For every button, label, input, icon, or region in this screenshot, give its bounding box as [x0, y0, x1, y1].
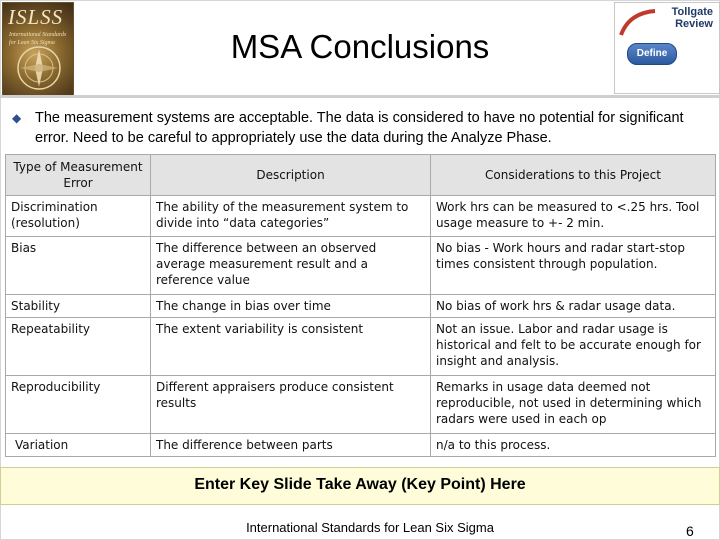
define-badge: Define	[627, 43, 677, 65]
table-row	[6, 196, 716, 237]
takeaway-text: Enter Key Slide Take Away (Key Point) Here	[194, 476, 526, 493]
footer-text: International Standards for Lean Six Sigma	[246, 520, 494, 535]
table-cell: Variation	[6, 434, 151, 457]
table-cell: Reproducibility	[6, 376, 151, 434]
slide-title: MSA Conclusions	[230, 28, 490, 65]
table-cell: Stability	[6, 295, 151, 318]
table-cell: Work hrs can be measured to <.25 hrs. Tool usage measure to +- 2 min.	[431, 196, 716, 237]
logo-subtext: International Standards for Lean Six Sigma	[9, 32, 67, 46]
logo-text: ISLSS	[8, 5, 64, 29]
table-cell: No bias - Work hours and radar start-stop times consistent through population.	[431, 237, 716, 295]
table-row	[6, 434, 716, 457]
page-number: 6	[686, 523, 694, 539]
table-cell: Different appraisers produce consistent results	[151, 376, 431, 434]
table-cell: Bias	[6, 237, 151, 295]
diamond-bullet-icon: ◆	[12, 111, 22, 125]
table-row	[6, 295, 716, 318]
table-cell: The difference between an observed average measurement result and a reference value	[151, 237, 431, 295]
table-row	[6, 237, 716, 295]
table-cell: Discrimination (resolution)	[6, 196, 151, 237]
table-cell: Not an issue. Labor and radar usage is historical and felt to be accurate enough for insight and analysis.	[431, 318, 716, 376]
table-header-cell: Type of Measurement Error	[6, 155, 151, 196]
table-cell: No bias of work hrs & radar usage data.	[431, 295, 716, 318]
table-row	[6, 318, 716, 376]
bullet-text: The measurement systems are acceptable. The data is considered to have no potential for significant error. Need to be careful to appropriately use the data during the Analyze Phase.	[35, 110, 684, 146]
tollgate-label-line1: Tollgate	[671, 6, 713, 18]
table-header-row	[6, 155, 716, 196]
tollgate-review-badge	[614, 2, 720, 94]
table-cell: The change in bias over time	[151, 295, 431, 318]
compass-icon	[15, 45, 63, 91]
table-cell: Repeatability	[6, 318, 151, 376]
table-cell: Remarks in usage data deemed not reproducible, not used in determining which radars were used in each op	[431, 376, 716, 434]
table-cell: The extent variability is consistent	[151, 318, 431, 376]
slide-header	[0, 0, 720, 95]
tollgate-label-line2: Review	[675, 18, 713, 30]
islss-logo	[2, 2, 74, 96]
tollgate-label	[653, 6, 713, 30]
header-divider	[0, 95, 720, 98]
table-row	[6, 376, 716, 434]
table-header-cell: Description	[151, 155, 431, 196]
table-cell: The ability of the measurement system to divide into “data categories”	[151, 196, 431, 237]
table-cell: The difference between parts	[151, 434, 431, 457]
table-header-cell: Considerations to this Project	[431, 155, 716, 196]
table-cell: n/a to this process.	[431, 434, 716, 457]
msa-table	[5, 154, 716, 457]
